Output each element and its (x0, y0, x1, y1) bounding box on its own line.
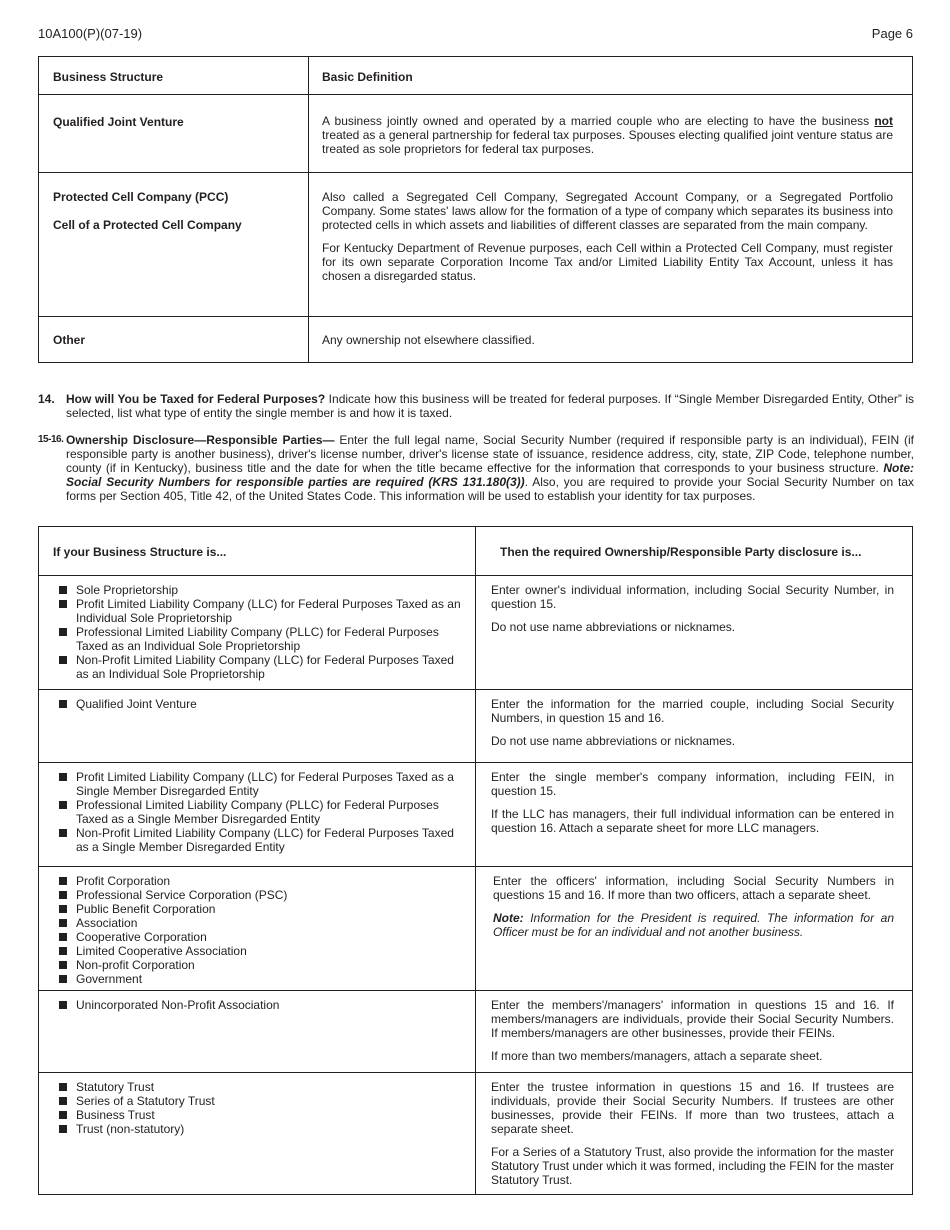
list-item: Qualified Joint Venture (59, 697, 461, 711)
structure-list (59, 998, 461, 1012)
list-item: Unincorporated Non-Profit Association (59, 998, 461, 1012)
disclosure-text: Enter owner's individual information, including Social Security Number, in question 15. Do not use name abbreviations or nicknames. (491, 583, 894, 634)
list-item: Government (59, 972, 461, 986)
ownership-disclosure-table (38, 526, 913, 1195)
column-header: If your Business Structure is... (39, 527, 476, 575)
list-item: Non-Profit Limited Liability Company (LLC) for Federal Purposes Taxed as an Individual Sole Proprietorship (59, 653, 461, 681)
disclosure-text: Enter the members'/managers' information in questions 15 and 16. If members/managers are individuals, provide their Social Security Numbers. If members/managers are other businesses, provide their FEINs. If more than two members/managers, attach a separate sheet. (491, 998, 894, 1063)
list-item: Non-profit Corporation (59, 958, 461, 972)
note-label: Note: (493, 911, 524, 925)
list-item: Trust (non-statutory) (59, 1122, 461, 1136)
list-item: Profit Limited Liability Company (LLC) for Federal Purposes Taxed as an Individual Sole Proprietorship (59, 597, 461, 625)
page-number: Page 6 (871, 26, 913, 41)
disclosure-text: Enter the information for the married couple, including Social Security Numbers, in question 15 and 16. Do not use name abbreviations or nicknames. (491, 697, 894, 748)
list-item: Professional Service Corporation (PSC) (59, 888, 461, 902)
list-item: Cooperative Corporation (59, 930, 461, 944)
list-item: Limited Cooperative Association (59, 944, 461, 958)
disclosure-text: Enter the single member's company information, including FEIN, in question 15. If the LLC has managers, their full individual information can be entered in question 16. Attach a separate sheet for more LLC managers. (491, 770, 894, 835)
question-title: How will You be Taxed for Federal Purposes? (66, 392, 326, 406)
table-row (39, 690, 912, 763)
table-row (39, 173, 912, 317)
list-item: Profit Limited Liability Company (LLC) for Federal Purposes Taxed as a Single Member Disregarded Entity (59, 770, 461, 798)
structure-name: Protected Cell Company (PCC) Cell of a Protected Cell Company (39, 173, 309, 316)
table-header-row (39, 527, 912, 576)
business-structure-table (38, 56, 913, 363)
disclosure-text: Enter the officers' information, including Social Security Numbers in questions 15 and 16. If more than two officers, attach a separate sheet. Note: Information for the President is required. The information for an Officer must be for an individual and not another business. (493, 874, 894, 939)
question-14: 14. How will You be Taxed for Federal Purposes? Indicate how this business will be treated for federal purposes. If “Single Member Disregarded Entity, Other” is selected, list what type of entity the single member is and how it is taxed. (38, 392, 914, 420)
disclosure-text: Enter the trustee information in questions 15 and 16. If trustees are individuals, provide their Social Security Numbers. If trustees are other businesses, provide their FEINs. If more than two trustees, attach a separate sheet. For a Series of a Statutory Trust, also provide the information for the master Statutory Trust under which it was formed, including the FEIN for the master Statutory Trust. (491, 1080, 894, 1187)
table-row (39, 576, 912, 690)
list-item: Public Benefit Corporation (59, 902, 461, 916)
form-id: 10A100(P)(07-19) (38, 26, 143, 41)
structure-list (59, 697, 461, 711)
question-number: 15-16. (38, 434, 64, 445)
table-row (39, 95, 912, 173)
structure-list (59, 874, 461, 986)
question-15-16: 15-16. Ownership Disclosure—Responsible Parties— Enter the full legal name, Social Security Number (required if responsible party is an individual), FEIN (if responsible party is another business), driver's license number, driver's license state of issuance, residence address, city, state, ZIP Code, telephone number, county (if in Kentucky), business title and the date for when the title became effective for the information that corresponds to your business structure. Note: Social Security Numbers for responsible parties are required (KRS 131.180(3)). Also, you are required to provide your Social Security Number on tax forms per Section 405, Title 42, of the United States Code. This information will be used to establish your identity for tax purposes. (38, 433, 915, 503)
table-row (39, 317, 912, 362)
structure-list (59, 1080, 461, 1136)
column-header: Basic Definition (322, 70, 413, 84)
structure-list (59, 770, 461, 854)
question-number: 14. (38, 392, 55, 406)
list-item: Association (59, 916, 461, 930)
list-item: Profit Corporation (59, 874, 461, 888)
list-item: Non-Profit Limited Liability Company (LLC) for Federal Purposes Taxed as a Single Member Disregarded Entity (59, 826, 461, 854)
table-row (39, 991, 912, 1073)
list-item: Business Trust (59, 1108, 461, 1122)
list-item: Statutory Trust (59, 1080, 461, 1094)
list-item: Series of a Statutory Trust (59, 1094, 461, 1108)
table-row (39, 867, 912, 991)
structure-name: Other (39, 317, 309, 362)
structure-name: Qualified Joint Venture (39, 95, 309, 172)
question-title: Ownership Disclosure—Responsible Parties— (66, 433, 335, 447)
structure-definition: Any ownership not elsewhere classified. (322, 333, 535, 347)
structure-definition: A business jointly owned and operated by a married couple who are electing to have the business not treated as a general partnership for federal tax purposes. Spouses electing qualified joint venture status are treated as sole proprietors for federal tax purposes. (322, 114, 893, 156)
list-item: Professional Limited Liability Company (PLLC) for Federal Purposes Taxed as a Single Member Disregarded Entity (59, 798, 461, 826)
column-header: Then the required Ownership/Responsible Party disclosure is... (500, 545, 862, 559)
table-row (39, 763, 912, 867)
list-item: Professional Limited Liability Company (PLLC) for Federal Purposes Taxed as an Individual Sole Proprietorship (59, 625, 461, 653)
structure-list (59, 583, 461, 681)
column-header: Business Structure (39, 57, 309, 94)
list-item: Sole Proprietorship (59, 583, 461, 597)
structure-definition: Also called a Segregated Cell Company, Segregated Account Company, or a Segregated Portfolio Company. Some states' laws allow for the formation of a type of company which separates its business into protected cells in which assets and liabilities of different classes are separated from the main company. For Kentucky Department of Revenue purposes, each Cell within a Protected Cell Company, must register for its own separate Corporation Income Tax and/or Limited Liability Entity Tax Account, unless it has chosen a disregarded status. (322, 190, 893, 283)
table-header-row (39, 57, 912, 95)
table-row (39, 1073, 912, 1194)
ssn-note: Note: Social Security Numbers for responsible parties are required (KRS 131.180(3)) (66, 461, 914, 489)
